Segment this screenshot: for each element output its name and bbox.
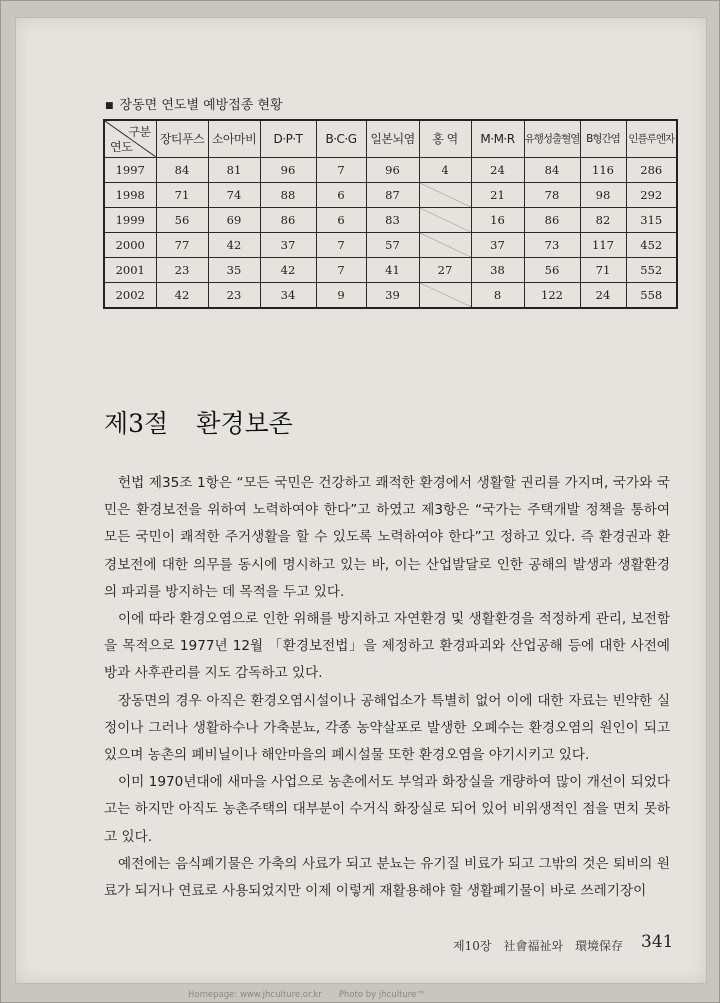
- data-cell: 98: [580, 182, 626, 207]
- section-number: 제3절: [104, 409, 169, 438]
- data-cell: 9: [316, 283, 366, 308]
- year-cell: 2001: [104, 258, 156, 283]
- year-cell: 1997: [104, 157, 156, 182]
- table-row: [104, 207, 677, 232]
- vaccination-table: [103, 119, 678, 309]
- data-cell: 78: [524, 182, 580, 207]
- data-cell: 37: [260, 233, 316, 258]
- paragraph: 헌법 제35조 1항은 “모든 국민은 건강하고 쾌적한 환경에서 생활할 권리를 가지며, 국가와 국민은 환경보전을 위하여 노력하여야 한다”고 하였고 제3항은 “국가는 주택개발 정책을 통하여 모든 국민이 쾌적한 주거생활을 할 수 있도록 노력하여야 한다”고 정하고 있다. 즉 환경권과 환경보전에 대한 의무를 동시에 명시하고 있는 바, 이는 산업발달로 인한 공해의 발생과 생활환경의 파괴를 방지하는 데 목적을 두고 있다.: [104, 475, 670, 600]
- body-text: [104, 470, 670, 905]
- header-bcg: B·C·G: [316, 120, 366, 157]
- table-corner-cell: [104, 120, 156, 157]
- data-cell: 7: [316, 157, 366, 182]
- corner-label-category: 구분: [128, 125, 151, 139]
- paragraph: 예전에는 음식폐기물은 가축의 사료가 되고 분뇨는 유기질 비료가 되고 그밖의 것은 퇴비의 원료가 되거나 연료로 사용되었지만 이제 이렇게 재활용해야 할 생활폐기물이 바로 쓰레기장이: [104, 855, 670, 900]
- header-measles: 홍 역: [419, 120, 471, 157]
- paragraph: 이에 따라 환경오염으로 인한 위해를 방지하고 자연환경 및 생활환경을 적정하게 관리, 보전함을 목적으로 1977년 12월 「환경보전법」을 제정하고 환경파괴와 산업공해 등에 대한 사전예방과 사후관리를 지도 감독하고 있다.: [104, 611, 670, 682]
- table-row: [104, 182, 677, 207]
- data-cell: 88: [260, 182, 316, 207]
- data-cell: 4: [419, 157, 471, 182]
- section-heading: [104, 404, 293, 440]
- data-cell: 35: [208, 258, 260, 283]
- data-cell: 292: [626, 182, 677, 207]
- data-cell: 6: [316, 207, 366, 232]
- data-cell: 38: [471, 258, 524, 283]
- data-cell: 27: [419, 258, 471, 283]
- table-caption: [105, 94, 283, 113]
- data-cell: 122: [524, 283, 580, 308]
- data-cell: 42: [156, 283, 208, 308]
- paragraph: 이미 1970년대에 새마을 사업으로 농촌에서도 부엌과 화장실을 개량하여 많이 개선이 되었다고는 하지만 아직도 농촌주택의 대부분이 수거식 화장실로 되어 있어 비위생적인 점을 면치 못하고 있다.: [104, 774, 670, 845]
- header-mmr: M·M·R: [471, 120, 524, 157]
- data-cell: 73: [524, 233, 580, 258]
- data-cell: 24: [580, 283, 626, 308]
- caption-bullet: ■: [105, 101, 114, 111]
- empty-cell: [419, 283, 471, 308]
- data-cell: 83: [366, 207, 419, 232]
- data-cell: 84: [524, 157, 580, 182]
- data-cell: 6: [316, 182, 366, 207]
- year-cell: 1998: [104, 182, 156, 207]
- data-cell: 23: [156, 258, 208, 283]
- table-row: [104, 258, 677, 283]
- table-row: [104, 283, 677, 308]
- header-dpt: D·P·T: [260, 120, 316, 157]
- data-cell: 42: [208, 233, 260, 258]
- data-cell: 71: [580, 258, 626, 283]
- data-cell: 71: [156, 182, 208, 207]
- data-cell: 315: [626, 207, 677, 232]
- table-row: [104, 233, 677, 258]
- data-cell: 82: [580, 207, 626, 232]
- data-cell: 34: [260, 283, 316, 308]
- book-page: [16, 18, 706, 983]
- data-cell: 37: [471, 233, 524, 258]
- paragraph: 장동면의 경우 아직은 환경오염시설이나 공해업소가 특별히 없어 이에 대한 자료는 빈약한 실정이나 그러나 생활하수나 가축분뇨, 각종 농약살포로 발생한 오폐수는 환경오염의 원인이 되고 있으며 농촌의 폐비닐이나 해안마을의 폐시설물 또한 환경오염을 야기시키고 있다.: [104, 692, 670, 764]
- running-footer: 제10장 社會福祉와 環境保存: [453, 939, 624, 953]
- data-cell: 452: [626, 233, 677, 258]
- corner-label-year: 연도: [110, 139, 133, 154]
- data-cell: 56: [156, 207, 208, 232]
- data-cell: 86: [524, 207, 580, 232]
- header-influenza: 인플루엔자: [626, 120, 677, 157]
- photo-watermark: Homepage: www.jhculture.or.kr Photo by jhculture™: [188, 990, 425, 1000]
- empty-cell: [419, 233, 471, 258]
- table-header-row: [104, 120, 677, 157]
- year-cell: 1999: [104, 207, 156, 232]
- data-cell: 96: [366, 157, 419, 182]
- data-cell: 7: [316, 258, 366, 283]
- data-cell: 56: [524, 258, 580, 283]
- data-cell: 116: [580, 157, 626, 182]
- data-cell: 57: [366, 233, 419, 258]
- data-cell: 81: [208, 157, 260, 182]
- empty-cell: [419, 182, 471, 207]
- data-cell: 87: [366, 182, 419, 207]
- header-japanese-encephalitis: 일본뇌염: [366, 120, 419, 157]
- header-typhoid: 장티푸스: [156, 120, 208, 157]
- page-number: 341: [641, 932, 674, 952]
- data-cell: 552: [626, 258, 677, 283]
- year-cell: 2000: [104, 233, 156, 258]
- data-cell: 42: [260, 258, 316, 283]
- data-cell: 74: [208, 182, 260, 207]
- data-cell: 84: [156, 157, 208, 182]
- data-cell: 39: [366, 283, 419, 308]
- data-cell: 7: [316, 233, 366, 258]
- section-title: 환경보존: [196, 409, 293, 438]
- header-polio: 소아마비: [208, 120, 260, 157]
- data-cell: 24: [471, 157, 524, 182]
- table-row: [104, 157, 677, 182]
- table-body: [104, 157, 677, 308]
- data-cell: 117: [580, 233, 626, 258]
- data-cell: 21: [471, 182, 524, 207]
- data-cell: 86: [260, 207, 316, 232]
- data-cell: 69: [208, 207, 260, 232]
- data-cell: 286: [626, 157, 677, 182]
- data-cell: 23: [208, 283, 260, 308]
- data-cell: 8: [471, 283, 524, 308]
- caption-text: 장동면 연도별 예방접종 현황: [119, 98, 283, 113]
- data-cell: 558: [626, 283, 677, 308]
- data-cell: 77: [156, 233, 208, 258]
- data-cell: 16: [471, 207, 524, 232]
- empty-cell: [419, 207, 471, 232]
- header-hepatitis-b: B형간염: [580, 120, 626, 157]
- data-cell: 96: [260, 157, 316, 182]
- data-cell: 41: [366, 258, 419, 283]
- year-cell: 2002: [104, 283, 156, 308]
- header-hemorrhagic-fever: 유행성출혈열: [524, 120, 580, 157]
